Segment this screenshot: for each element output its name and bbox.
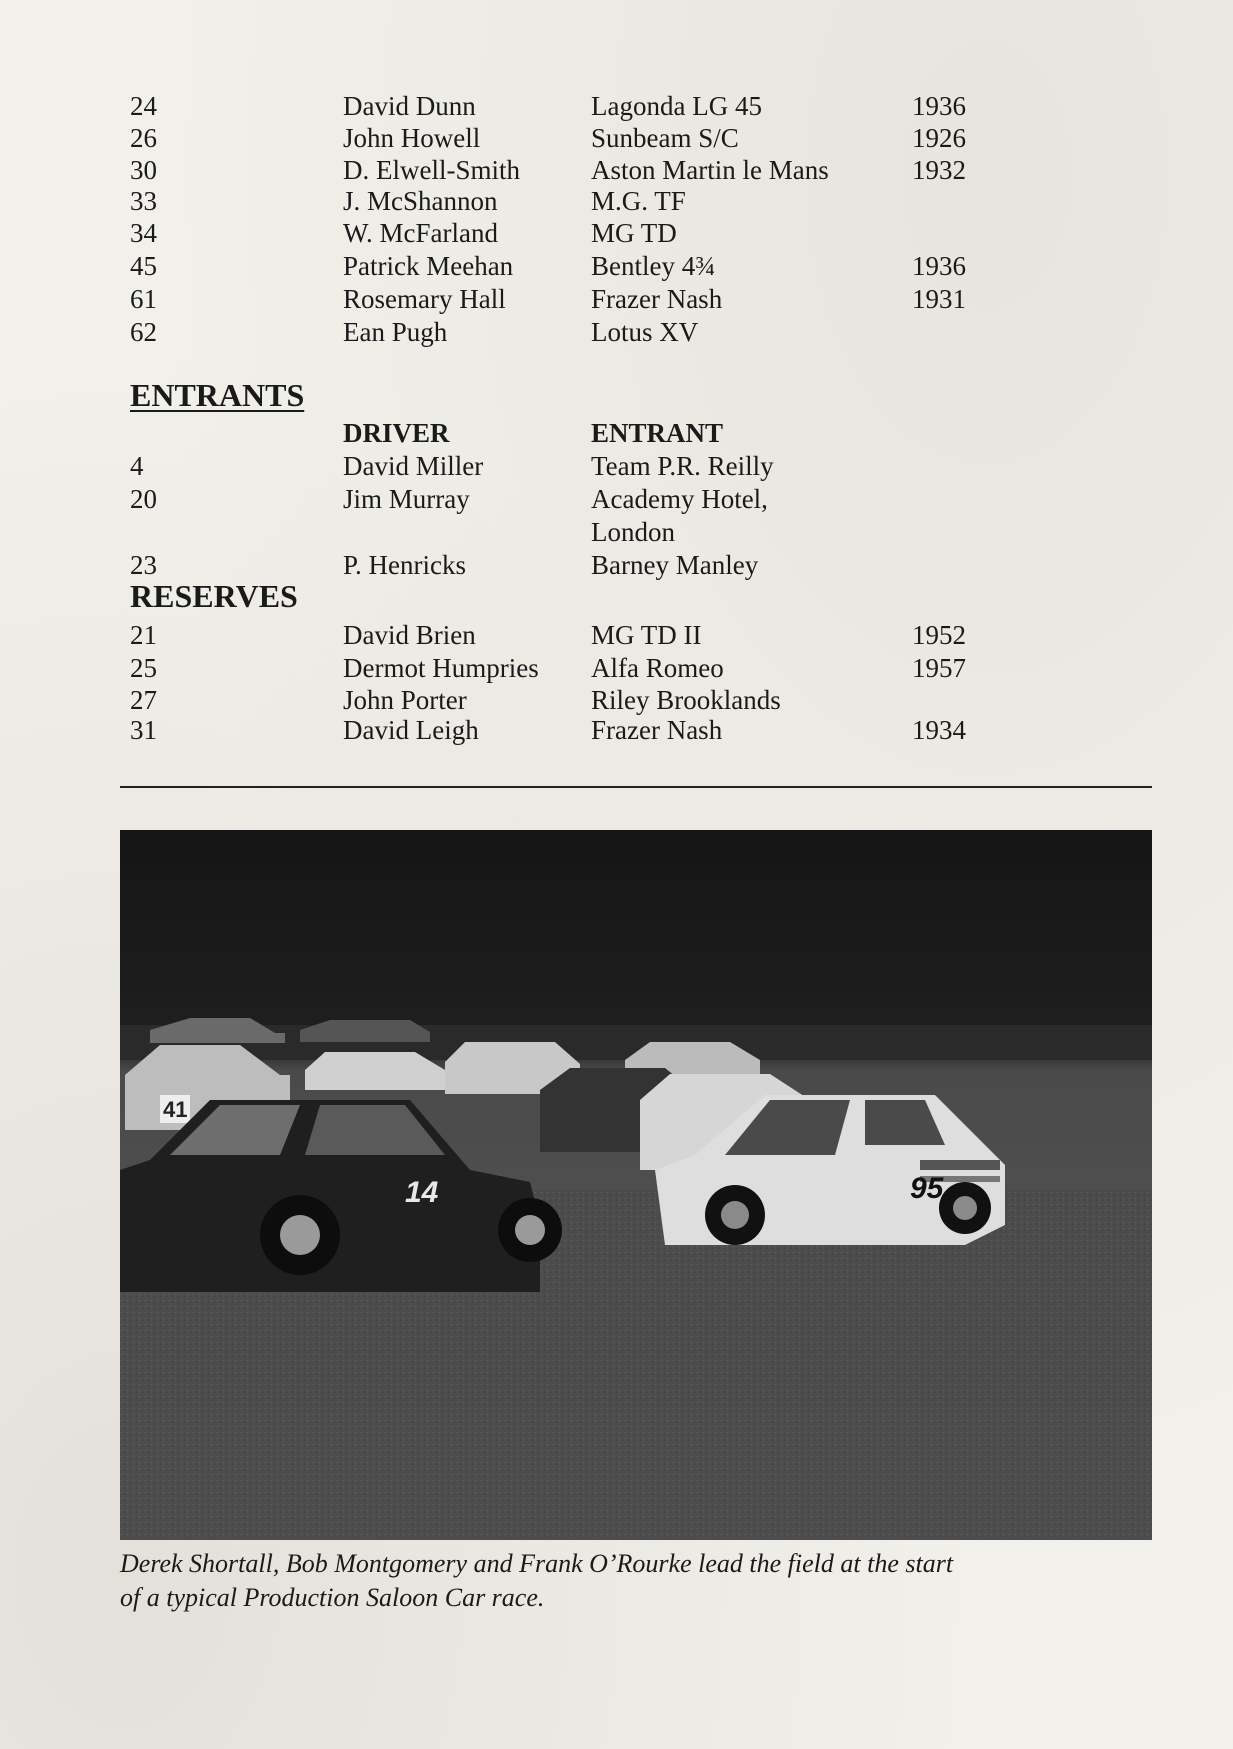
driver-name: David Leigh [343,715,479,745]
table-row [0,714,1233,746]
table-row [0,549,1233,581]
driver-name: David Miller [343,451,484,481]
caption-line-1: Derek Shortall, Bob Montgomery and Frank O’Rourke lead the field at the start [120,1549,954,1578]
car-model: MG TD II [591,620,702,650]
entrants-heading: ENTRANTS [130,377,305,413]
car-number: 61 [130,284,157,314]
table-row [0,217,1233,249]
driver-name: David Dunn [343,91,476,121]
driver-name: J. McShannon [343,186,498,216]
car-model: MG TD [591,218,677,248]
table-row [0,250,1233,282]
car-number: 33 [130,186,157,216]
car-number: 4 [130,451,144,481]
race-photo [120,830,1152,1540]
table-row [0,185,1233,217]
car-model: Riley Brooklands [591,685,781,715]
car-number: 31 [130,715,157,745]
car-year: 1932 [912,155,966,185]
photo-caption [120,1547,1160,1615]
car-number-label: 14 [405,1176,439,1209]
driver-name: D. Elwell-Smith [343,155,520,185]
entrants-column-headers [0,417,1233,449]
section-divider [120,786,1152,788]
car-number: 25 [130,653,157,683]
table-row [0,122,1233,154]
table-row [0,316,1233,348]
car-model: Lagonda LG 45 [591,91,762,121]
driver-name: David Brien [343,620,476,650]
car-model: Frazer Nash [591,715,723,745]
car-number: 62 [130,317,157,347]
car-number: 24 [130,91,157,121]
reserves-heading: RESERVES [130,578,298,614]
car-year: 1926 [912,123,966,153]
driver-name: Patrick Meehan [343,251,514,281]
caption-line-2: of a typical Production Saloon Car race. [120,1583,545,1612]
car-number-label: 41 [163,1097,188,1122]
car-model: Bentley 4¾ [591,251,716,281]
car-number: 26 [130,123,157,153]
car-number: 23 [130,550,157,580]
driver-name: John Porter [343,685,467,715]
entrant-name: Barney Manley [591,550,759,580]
table-row [0,483,1233,515]
car-number: 30 [130,155,157,185]
driver-name: John Howell [343,123,481,153]
table-row [0,90,1233,122]
driver-name: W. McFarland [343,218,498,248]
table-row [0,154,1233,186]
race-photo-drawing [120,830,1152,1540]
driver-name: Dermot Humpries [343,653,539,683]
car-number: 27 [130,685,157,715]
car-year: 1957 [912,653,966,683]
car-number: 20 [130,484,157,514]
driver-column-header: DRIVER [343,418,450,448]
table-row-continuation [0,516,1233,548]
table-row [0,450,1233,482]
car-model: Lotus XV [591,317,699,347]
table-row [0,652,1233,684]
entrant-name-line2: London [591,517,675,547]
car-number: 34 [130,218,157,248]
car-number-label: 95 [910,1172,944,1205]
car-year: 1952 [912,620,966,650]
driver-name: Ean Pugh [343,317,448,347]
car-model: Alfa Romeo [591,653,724,683]
table-row [0,619,1233,651]
table-row [0,684,1233,716]
table-row [0,283,1233,315]
car-model: Aston Martin le Mans [591,155,829,185]
car-year: 1936 [912,251,966,281]
entrant-column-header: ENTRANT [591,418,724,448]
car-year: 1931 [912,284,966,314]
car-model: Frazer Nash [591,284,723,314]
driver-name: Jim Murray [343,484,470,514]
car-year: 1936 [912,91,966,121]
car-year: 1934 [912,715,966,745]
driver-name: Rosemary Hall [343,284,506,314]
car-number: 45 [130,251,157,281]
driver-name: P. Henricks [343,550,466,580]
car-model: Sunbeam S/C [591,123,739,153]
entrant-name: Academy Hotel, [591,484,768,514]
entrant-name: Team P.R. Reilly [591,451,774,481]
car-number: 21 [130,620,157,650]
car-model: M.G. TF [591,186,686,216]
